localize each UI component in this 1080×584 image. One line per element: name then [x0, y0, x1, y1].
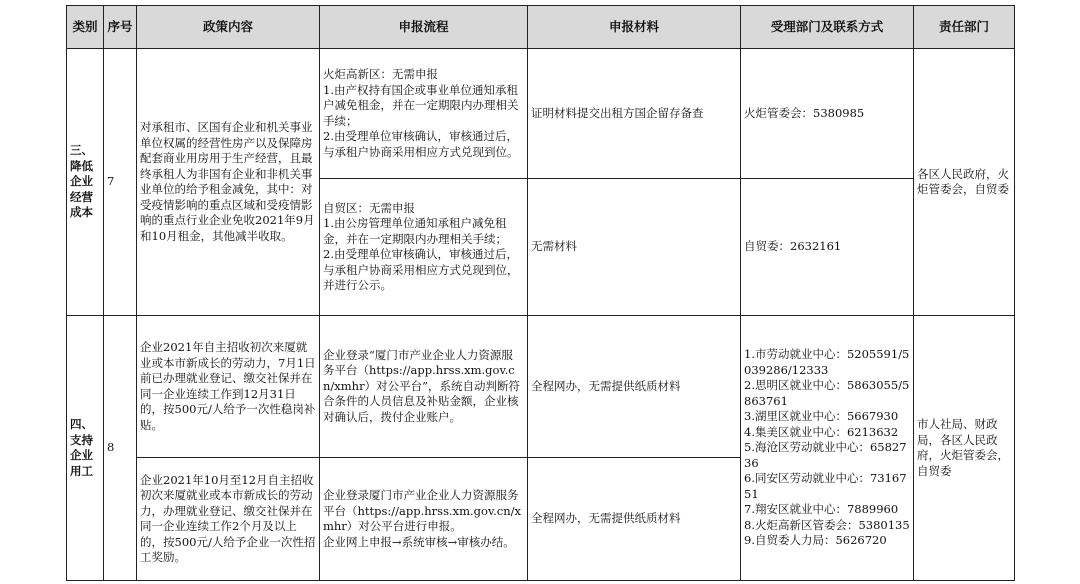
- policy-cell: 企业2021年10月至12月自主招收初次来厦就业或本市新成长的劳动力，办理就业登记、缴交社保并在同一企业连续工作2个月及以上的，按500元/人给予企业一次性招工奖励。: [137, 458, 320, 581]
- process-cell: 自贸区：无需申报 1.由公房管理单位通知承租户减免租金，并在一定期限内办理相关手续； 2.由受理单位审核确认，审核通过后，与承租户协商采用相应方式兑现到位，并进行公示。: [320, 179, 528, 316]
- materials-cell: 无需材料: [528, 179, 741, 316]
- header-contact: 受理部门及联系方式: [741, 6, 914, 49]
- header-materials: 申报材料: [528, 6, 741, 49]
- category-cell: 三、降低企业经营成本: [67, 49, 104, 316]
- header-process: 申报流程: [320, 6, 528, 49]
- dept-cell: 各区人民政府，火炬管委会，自贸委: [914, 49, 1015, 316]
- header-number: 序号: [104, 6, 137, 49]
- process-cell: 火炬高新区：无需申报 1.由产权持有国企或事业单位通知承租户减免租金，并在一定期限内办理相关手续； 2.由受理单位审核确认，审核通过后，与承租户协商采用相应方式兑现到位。: [320, 49, 528, 179]
- category-cell: 四、支持企业用工: [67, 316, 104, 581]
- number-cell: 8: [104, 316, 137, 581]
- table-row: [67, 49, 1015, 179]
- materials-cell: 全程网办，无需提供纸质材料: [528, 458, 741, 581]
- policy-table: [66, 5, 1015, 581]
- header-policy: 政策内容: [137, 6, 320, 49]
- materials-cell: 证明材料提交出租方国企留存备查: [528, 49, 741, 179]
- materials-cell: 全程网办，无需提供纸质材料: [528, 316, 741, 458]
- contact-cell: 自贸委：2632161: [741, 179, 914, 316]
- process-cell: 企业登录厦门市产业企业人力资源服务平台（https://app.hrss.xm.gov.cn/xmhr）对公平台进行申报。 企业网上申报→系统审核→审核办结。: [320, 458, 528, 581]
- header-dept: 责任部门: [914, 6, 1015, 49]
- policy-table-page: [66, 5, 1014, 580]
- dept-cell: 市人社局、财政局，各区人民政府，火炬管委会，自贸委: [914, 316, 1015, 581]
- number-cell: 7: [104, 49, 137, 316]
- header-row: [67, 6, 1015, 49]
- policy-cell: 企业2021年自主招收初次来厦就业或本市新成长的劳动力，7月1日前已办理就业登记、缴交社保并在同一企业连续工作到12月31日的，按500元/人给予一次性稳岗补贴。: [137, 316, 320, 458]
- table-row: [67, 316, 1015, 458]
- contact-cell: 火炬管委会：5380985: [741, 49, 914, 179]
- process-cell: 企业登录“厦门市产业企业人力资源服务平台（https://app.hrss.xm.gov.cn/xmhr）对公平台”，系统自动判断符合条件的人员信息及补贴金额，企业核对确认后，拨付企业账户。: [320, 316, 528, 458]
- contact-cell: 1.市劳动就业中心：5205591/5039286/12333 2.思明区就业中心：5863055/5863761 3.湖里区就业中心：5667930 4.集美区就业中心：6213632 5.海沧区劳动就业中心：6582736 6.同安区劳动就业中心：7316751 7.翔安区就业中心：7889960 8.火炬高新区管委会：5380135 9.自贸委人力局：5626720: [741, 316, 914, 581]
- policy-cell: 对承租市、区国有企业和机关事业单位权属的经营性房产以及保障房配套商业用房用于生产经营，且最终承租人为非国有企业和非机关事业单位的给予租金减免，其中：对受疫情影响的重点区域和受疫情影响的重点行业企业免收2021年9月和10月租金，其他减半收取。: [137, 49, 320, 316]
- header-category: 类别: [67, 6, 104, 49]
